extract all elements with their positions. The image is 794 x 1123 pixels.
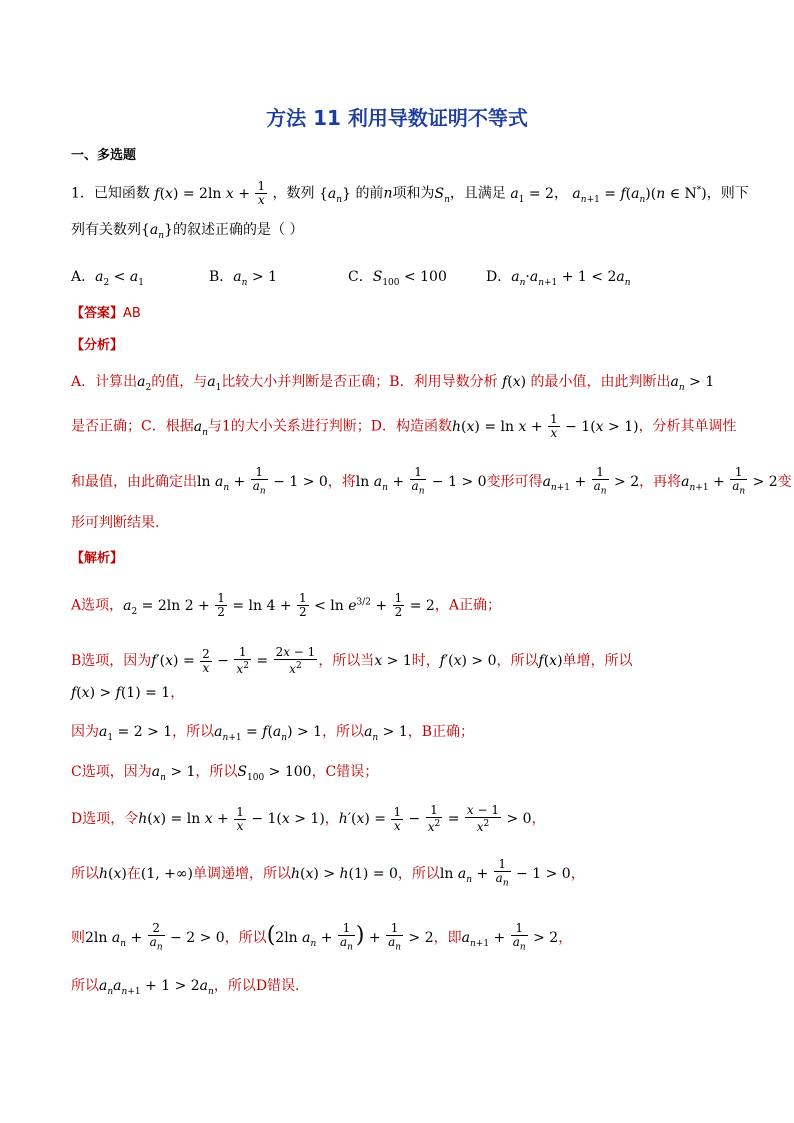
solution-b-1: B选项，因为f′(x) = $\frac{2}{x}$ − $\frac{1}{x^2}$ = $\frac{2x - 1}{x^2}$ ，所以当x > 1时，f′(x) > 0，所以f(x)单增，所以 bbox=[71, 645, 633, 676]
solution-a: A选项，$a_2 = 2\ln$ 2 + $\frac{1}{2}$ = ln 4 + $\frac{1}{2}$ < $\ln e^{3/2}$ + $\frac{1}{2}$ = 2，A正确； bbox=[71, 591, 501, 620]
solution-heading: 【解析】 bbox=[71, 551, 124, 566]
analysis-heading: 【分析】 bbox=[71, 338, 124, 353]
section-heading: 一、多选题 bbox=[71, 148, 137, 163]
solution-c: C选项，因为$a_n > 1$，所以$S_{100} > 100$，C错误； bbox=[71, 764, 379, 783]
answer-value: AB bbox=[123, 306, 141, 321]
math-f-definition: f(x) = 2ln x + $\frac{1}{x}$ bbox=[154, 179, 266, 208]
answer-line: 【答案】AB bbox=[71, 306, 141, 321]
analysis-line-4: 形可判断结果. bbox=[71, 515, 160, 531]
question-line-2: 列有关数列$\{a_n\}$的叙述正确的是（ ） bbox=[71, 222, 304, 241]
solution-b-3: 因为$a_1 = 2 > 1$，所以$a_{n+1} = f(a_n) > 1$，所以$a_n > 1$，B正确； bbox=[71, 724, 475, 743]
solution-b-2: f(x) > f(1) = 1， bbox=[71, 685, 185, 701]
analysis-line-3: 和最值，由此确定出$\ln a_n$ + $\frac{1}{a_n}$ − 1 > 0，将$\ln a_n$ + $\frac{1}{a_n}$ − 1 > 0变形可得$a_{n+1}$ + $\frac{1}{a_n}$ > 2，再将$a_{n+1}$ + $\frac{1}{a_n}$ > 2变 bbox=[71, 465, 792, 497]
question-line-1: 1．已知函数 f(x) = 2ln x + $\frac{1}{x}$ ，数列 $\{a_n\}$ 的前n项和为$S_n$，且满足 $a_1 = 2$， $a_{n+1} = f(a_n)(n$ ∈ N*)，则下 bbox=[71, 179, 749, 208]
option-a: A．$a_2 < a_1$ bbox=[71, 269, 144, 288]
solution-d-3: 则2ln $a_n$ + $\frac{2}{a_n}$ − 2 > 0，所以(2ln $a_n$ + $\frac{1}{a_n}$ ) + $\frac{1}{a_n}$ > 2，即$a_{n+1}$ + $\frac{1}{a_n}$ > 2， bbox=[71, 921, 573, 953]
solution-d-2: 所以h(x)在(1, +∞)单调递增，所以h(x) > h(1) = 0，所以$\ln a_n$ + $\frac{1}{a_n}$ − 1 > 0， bbox=[71, 857, 585, 889]
analysis-line-2: 是否正确；C．根据$a_n$与1的大小关系进行判断；D．构造函数h(x) = ln x + $\frac{1}{x}$ − 1(x > 1)，分析其单调性 bbox=[71, 412, 737, 440]
option-d: D．$a_n\cdot a_{n+1} + 1 < 2a_n$ bbox=[486, 269, 631, 288]
option-c: C．$S_{100} < 100$ bbox=[348, 269, 447, 288]
page-title: 方法 11 利用导数证明不等式 bbox=[266, 106, 528, 130]
solution-d-1: D选项，令h(x) = ln x + $\frac{1}{x}$ − 1(x > 1)，h′(x) = $\frac{1}{x}$ − $\frac{1}{x^2}$ = $\frac{x - 1}{x^2}$ > 0， bbox=[71, 803, 546, 834]
analysis-line-1: A．计算出$a_2$的值，与$a_1$比较大小并判断是否正确；B．利用导数分析 f(x) 的最小值，由此判断出$a_n > 1$ bbox=[71, 374, 715, 393]
option-b: B．$a_n > 1$ bbox=[209, 269, 277, 288]
solution-d-4: 所以$a_na_{n+1} + 1 > 2a_n$，所以D错误. bbox=[71, 978, 300, 997]
